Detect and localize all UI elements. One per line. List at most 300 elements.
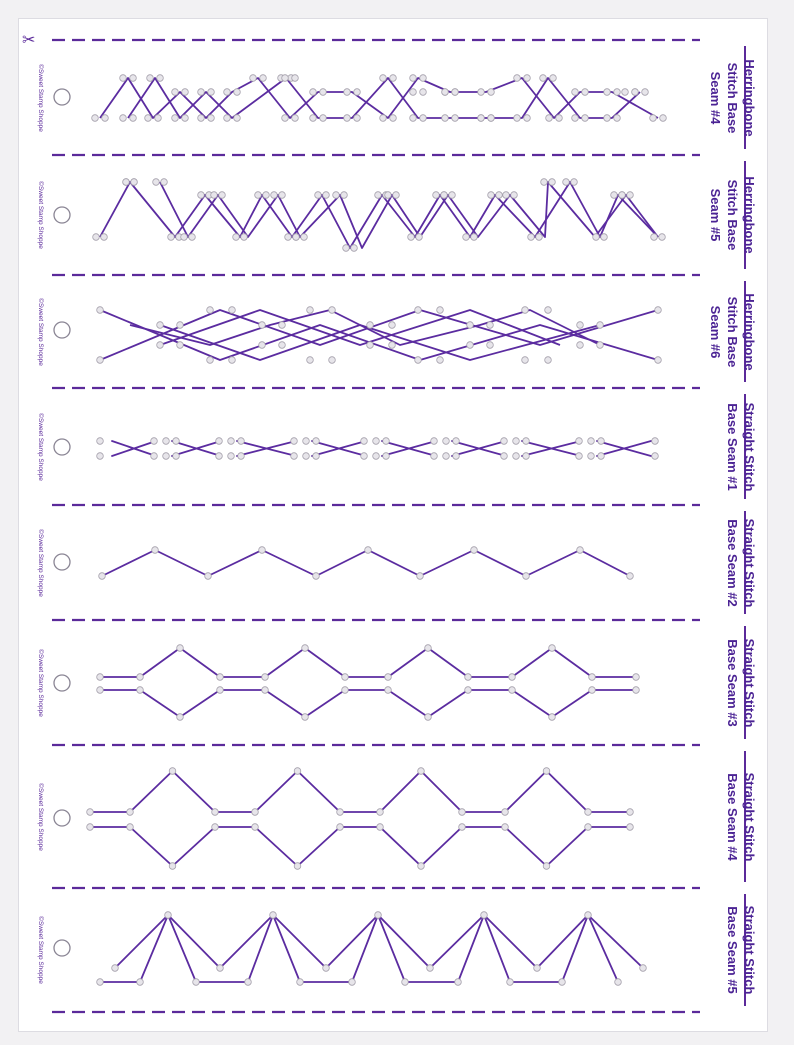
stitch-hole (650, 115, 657, 122)
stitch-hole (410, 75, 417, 82)
stitch-hole (576, 453, 583, 460)
stitch-hole (271, 192, 278, 199)
seam-label-straight-5 (706, 896, 758, 1004)
stitch-hole (302, 645, 309, 652)
stitch-hole (572, 115, 579, 122)
stitch-hole (234, 115, 241, 122)
thread-line (255, 827, 340, 866)
stitch-hole (97, 687, 104, 694)
stitch-hole (465, 687, 472, 694)
stitch-hole (367, 342, 374, 349)
stitch-hole (97, 307, 104, 314)
stitch-hole (513, 438, 520, 445)
stitch-hole (313, 438, 320, 445)
stitch-hole (576, 438, 583, 445)
thread-line (160, 325, 600, 360)
seam-label-line: Base Seam #1 (725, 402, 740, 491)
stitch-hole (614, 89, 621, 96)
stitch-hole (97, 438, 104, 445)
stitch-hole (130, 115, 137, 122)
stitch-hole (294, 863, 301, 870)
stitch-hole (99, 573, 106, 580)
stitch-hole (389, 342, 396, 349)
stitch-hole (660, 115, 667, 122)
stitch-hole (163, 453, 170, 460)
stitch-hole (385, 687, 392, 694)
stitch-hole (217, 674, 224, 681)
stitch-hole (465, 674, 472, 681)
stitch-hole (642, 89, 649, 96)
stitch-hole (211, 192, 218, 199)
stitch-hole (588, 438, 595, 445)
seam-label-line: Base Seam #4 (725, 772, 740, 861)
copyright-text: ©Sweet Stamp Shoppe (37, 412, 44, 481)
stitch-hole (410, 89, 417, 96)
thread-line (140, 648, 220, 677)
stitch-hole (467, 342, 474, 349)
stitch-hole (463, 234, 470, 241)
stitch-hole (488, 192, 495, 199)
stitch-hole (522, 357, 529, 364)
copyright-text: ©Sweet Stamp Shoppe (37, 63, 44, 132)
stitch-hole (523, 453, 530, 460)
stitch-hole (241, 234, 248, 241)
stitch-hole (323, 965, 330, 972)
stitch-hole (127, 824, 134, 831)
stitch-hole (177, 645, 184, 652)
seam-label-herringbone-5 (706, 161, 758, 269)
seam-label-line: Straight Stitch (742, 638, 757, 727)
stitch-hole (522, 307, 529, 314)
stitch-hole (151, 438, 158, 445)
stitch-hole (418, 863, 425, 870)
stitch-hole (377, 824, 384, 831)
thread-line (265, 690, 345, 717)
stitch-hole (310, 89, 317, 96)
stitch-hole (198, 115, 205, 122)
punch-hole (54, 89, 70, 105)
seam-label-line: Base Seam #3 (725, 638, 740, 727)
stitch-hole (291, 453, 298, 460)
punch-hole (54, 810, 70, 826)
stitch-hole (262, 674, 269, 681)
seam-label-line: Seam #4 (708, 71, 723, 124)
seam-label-line: Straight Stitch (742, 772, 757, 861)
stitch-hole (101, 234, 108, 241)
stitch-hole (252, 824, 259, 831)
stitch-hole (604, 89, 611, 96)
stitch-hole (93, 234, 100, 241)
stitch-hole (449, 192, 456, 199)
stitch-hole (259, 342, 266, 349)
stitch-hole (228, 438, 235, 445)
scissors-icon: ✂ (22, 32, 36, 49)
stitch-hole (198, 192, 205, 199)
stitch-hole (507, 979, 514, 986)
stitch-hole (514, 115, 521, 122)
seam-label-line: Seam #6 (708, 305, 723, 358)
seam-label-line: Herringbone (742, 58, 757, 137)
stitch-hole (97, 453, 104, 460)
stitch-hole (282, 115, 289, 122)
stitch-hole (342, 674, 349, 681)
thread-line (512, 690, 592, 717)
stitch-hole (169, 768, 176, 775)
stitch-hole (224, 115, 231, 122)
thread-line (380, 827, 462, 866)
thread-line (512, 648, 592, 677)
stitch-hole (262, 687, 269, 694)
stitch-hole (307, 307, 314, 314)
thread-line (130, 771, 215, 812)
stitch-hole (198, 89, 205, 96)
stitch-hole (513, 453, 520, 460)
stitch-hole (320, 89, 327, 96)
stitch-hole (92, 115, 99, 122)
stitch-hole (137, 687, 144, 694)
stitch-hole (303, 453, 310, 460)
thread-line (505, 827, 588, 866)
stitch-hole (137, 979, 144, 986)
stitch-hole (361, 438, 368, 445)
stitch-hole (130, 75, 137, 82)
stitch-hole (459, 824, 466, 831)
stitch-hole (354, 89, 361, 96)
stitch-hole (393, 192, 400, 199)
punch-hole (54, 554, 70, 570)
stitch-hole (282, 75, 289, 82)
stitch-hole (344, 115, 351, 122)
stitch-hole (502, 824, 509, 831)
stitch-hole (97, 674, 104, 681)
stitch-hole (292, 115, 299, 122)
stitch-hole (425, 714, 432, 721)
stitch-hole (367, 322, 374, 329)
stitch-hole (294, 768, 301, 775)
stitch-hole (193, 979, 200, 986)
stitch-hole (442, 89, 449, 96)
stitch-hole (151, 453, 158, 460)
stitch-hole (487, 342, 494, 349)
punch-hole (54, 940, 70, 956)
stitch-hole (453, 453, 460, 460)
seam-label-line: Straight Stitch (742, 402, 757, 491)
stitch-hole (420, 89, 427, 96)
stitch-hole (556, 115, 563, 122)
stitch-hole (361, 453, 368, 460)
stitch-hole (488, 115, 495, 122)
stitch-hole (380, 75, 387, 82)
stitch-hole (365, 547, 372, 554)
stitch-hole (523, 573, 530, 580)
stitch-hole (343, 245, 350, 252)
stitch-hole (313, 453, 320, 460)
stitch-hole (417, 573, 424, 580)
stitch-hole (614, 115, 621, 122)
seam-label-line: Herringbone (742, 292, 757, 371)
stitch-hole (97, 357, 104, 364)
stitch-hole (383, 453, 390, 460)
stitch-hole (543, 863, 550, 870)
seam-label-line: Herringbone (742, 176, 757, 254)
stitch-hole (509, 687, 516, 694)
stitch-hole (420, 115, 427, 122)
stitch-hole (549, 179, 556, 186)
stitch-hole (172, 115, 179, 122)
stitch-hole (245, 979, 252, 986)
stitch-hole (502, 809, 509, 816)
stitch-hole (615, 979, 622, 986)
stitch-hole (659, 234, 666, 241)
seam-label-straight-1 (706, 393, 758, 501)
stitch-hole (270, 912, 277, 919)
stitch-hole (373, 438, 380, 445)
stitch-hole (597, 322, 604, 329)
stitch-hole (514, 75, 521, 82)
stitch-hole (161, 179, 168, 186)
stitch-hole (455, 979, 462, 986)
stitch-hole (177, 714, 184, 721)
stitch-hole (383, 438, 390, 445)
seam-label-straight-3 (706, 629, 758, 737)
stitch-hole (496, 192, 503, 199)
stitch-hole (252, 809, 259, 816)
thread-line (255, 771, 340, 812)
stitch-hole (452, 89, 459, 96)
copyright-text: ©Sweet Stamp Shoppe (37, 528, 44, 597)
stitch-hole (433, 192, 440, 199)
seam-label-line: Stitch Base (725, 179, 740, 251)
stitch-hole (582, 115, 589, 122)
stitch-hole (329, 307, 336, 314)
punch-hole (54, 675, 70, 691)
stitch-hole (437, 307, 444, 314)
stitch-hole (534, 965, 541, 972)
stitch-hole (291, 438, 298, 445)
stitch-hole (375, 912, 382, 919)
stitch-hole (619, 192, 626, 199)
stitch-hole (501, 453, 508, 460)
seam-label-line: Seam #5 (708, 188, 723, 242)
stitch-hole (467, 322, 474, 329)
stitch-hole (323, 192, 330, 199)
thread-line (102, 550, 630, 576)
stitch-hole (182, 89, 189, 96)
stitch-hole (627, 573, 634, 580)
stitch-hole (292, 75, 299, 82)
stitch-hole (216, 438, 223, 445)
stitch-hole (377, 809, 384, 816)
copyright-text: ©Sweet Stamp Shoppe (37, 782, 44, 851)
stitch-hole (301, 234, 308, 241)
stitch-hole (442, 115, 449, 122)
punch-hole (54, 439, 70, 455)
stitch-hole (390, 75, 397, 82)
stitch-hole (632, 89, 639, 96)
stitch-hole (418, 768, 425, 775)
stitch-hole (255, 192, 262, 199)
stitch-hole (528, 234, 535, 241)
stitch-hole (651, 234, 658, 241)
stitch-hole (425, 645, 432, 652)
stitch-hole (549, 714, 556, 721)
stitch-hole (585, 824, 592, 831)
stitch-hole (437, 357, 444, 364)
punch-hole (54, 322, 70, 338)
stitch-hole (310, 115, 317, 122)
seam-label-line: Base Seam #2 (725, 518, 740, 607)
stitch-hole (337, 809, 344, 816)
stitch-hole (87, 824, 94, 831)
stitch-hole (145, 115, 152, 122)
stitch-hole (416, 234, 423, 241)
stitch-hole (402, 979, 409, 986)
stitch-hole (233, 234, 240, 241)
thread-line (505, 771, 588, 812)
stitch-hole (589, 674, 596, 681)
stitch-hole (212, 824, 219, 831)
stitch-hole (622, 89, 629, 96)
stitch-hole (589, 687, 596, 694)
copyright-text: ©Sweet Stamp Shoppe (37, 916, 44, 984)
stitch-hole (259, 322, 266, 329)
stitch-hole (550, 75, 557, 82)
stitch-hole (208, 115, 215, 122)
stitch-hole (640, 965, 647, 972)
stitch-hole (598, 453, 605, 460)
seam-label-herringbone-6 (706, 278, 758, 386)
stitch-hole (123, 179, 130, 186)
stitch-hole (441, 192, 448, 199)
thread-line (128, 78, 640, 118)
stitch-hole (207, 307, 214, 314)
stitch-hole (585, 809, 592, 816)
stitch-hole (501, 438, 508, 445)
thread-line (380, 771, 462, 812)
seam-label-line: Stitch Base (725, 62, 740, 133)
stitch-hole (373, 453, 380, 460)
stitch-hole (259, 547, 266, 554)
stitch-hole (478, 115, 485, 122)
thread-line (388, 690, 468, 717)
stitch-hole (234, 89, 241, 96)
stitch-hole (545, 357, 552, 364)
stitch-hole (577, 342, 584, 349)
stitch-hole (87, 809, 94, 816)
stitch-hole (375, 192, 382, 199)
stitch-hole (627, 192, 634, 199)
stitch-hole (443, 438, 450, 445)
stitch-hole (217, 965, 224, 972)
stitch-hole (163, 438, 170, 445)
punch-hole (54, 207, 70, 223)
stitch-hole (577, 322, 584, 329)
stitch-hole (453, 438, 460, 445)
stitch-hole (385, 192, 392, 199)
stitch-hole (152, 547, 159, 554)
stitch-hole (229, 357, 236, 364)
stitch-hole (427, 965, 434, 972)
stitch-hole (120, 115, 127, 122)
stitch-hole (102, 115, 109, 122)
stitch-hole (216, 453, 223, 460)
stitch-hole (217, 687, 224, 694)
stitch-hole (208, 89, 215, 96)
thread-line (130, 827, 215, 866)
stitch-hole (212, 809, 219, 816)
stitch-hole (633, 687, 640, 694)
stitch-hole (627, 809, 634, 816)
stitch-hole (279, 192, 286, 199)
stitch-hole (471, 547, 478, 554)
thread-line (388, 648, 468, 677)
stitch-hole (147, 75, 154, 82)
stitch-hole (207, 357, 214, 364)
stitch-hole (238, 453, 245, 460)
stitch-hole (588, 453, 595, 460)
stitch-hole (260, 75, 267, 82)
stitch-hole (481, 912, 488, 919)
stitch-hole (503, 192, 510, 199)
stitch-hole (410, 115, 417, 122)
stitch-hole (431, 453, 438, 460)
stitch-hole (536, 234, 543, 241)
stitch-hole (238, 438, 245, 445)
stitch-hole (633, 674, 640, 681)
stitch-hole (229, 307, 236, 314)
stitch-hole (598, 438, 605, 445)
stitch-hole (168, 234, 175, 241)
stitch-hole (627, 824, 634, 831)
stitch-hole (173, 438, 180, 445)
stitch-hole (431, 438, 438, 445)
stitch-hole (97, 979, 104, 986)
seam-label-line: Stitch Base (725, 296, 740, 367)
seam-label-line: Straight Stitch (742, 518, 757, 607)
stitch-hole (524, 115, 531, 122)
stitch-hole (389, 322, 396, 329)
stitch-hole (420, 75, 427, 82)
stitch-hole (390, 115, 397, 122)
stitch-hole (443, 453, 450, 460)
stitch-hole (593, 234, 600, 241)
stitch-hole (157, 342, 164, 349)
stitch-hole (329, 357, 336, 364)
stitch-hole (572, 89, 579, 96)
stitch-hole (279, 322, 286, 329)
stitch-hole (333, 192, 340, 199)
stitch-hole (543, 768, 550, 775)
stitch-hole (137, 674, 144, 681)
stitch-hole (320, 115, 327, 122)
stitch-hole (155, 115, 162, 122)
stitch-hole (582, 89, 589, 96)
stitch-hole (478, 89, 485, 96)
stitch-hole (263, 192, 270, 199)
stitch-hole (172, 89, 179, 96)
stitch-hole (380, 115, 387, 122)
seam-label-line: Straight Stitch (742, 905, 757, 995)
stitch-hole (307, 357, 314, 364)
stitch-hole (342, 687, 349, 694)
stitch-hole (546, 115, 553, 122)
stitch-hole (577, 547, 584, 554)
stitch-hole (341, 192, 348, 199)
stitch-hole (189, 234, 196, 241)
stitch-hole (112, 965, 119, 972)
copyright-text: ©Sweet Stamp Shoppe (37, 181, 44, 249)
copyright-text: ©Sweet Stamp Shoppe (37, 297, 44, 366)
